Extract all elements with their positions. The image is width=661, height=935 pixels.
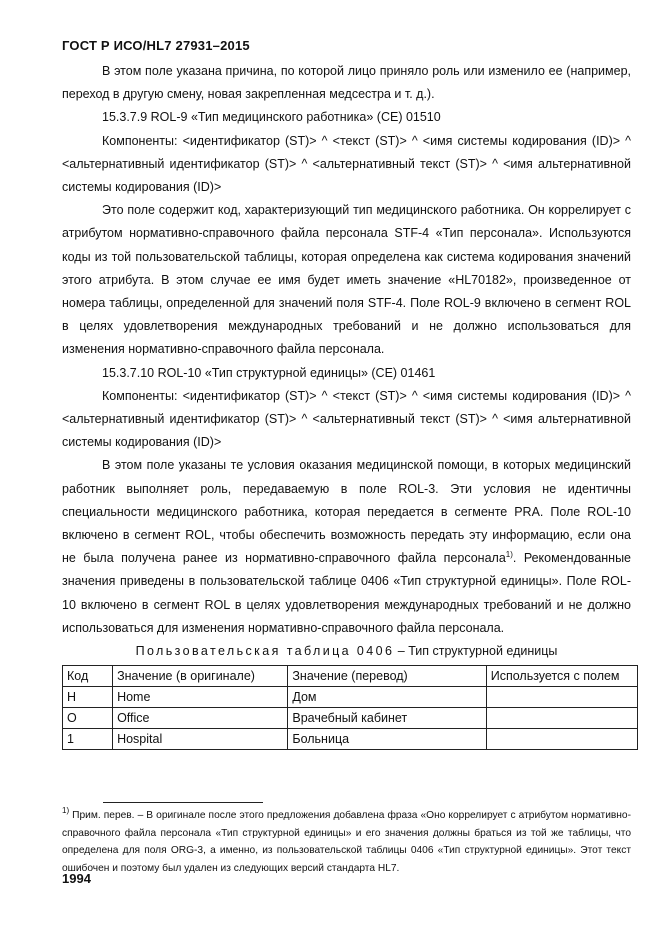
- cell-original-value: Hospital: [113, 729, 288, 750]
- user-table-0406: [62, 665, 638, 750]
- cell-used-with-field: [486, 729, 637, 750]
- cell-translated-value: Врачебный кабинет: [288, 708, 486, 729]
- column-header-original-value: Значение (в оригинале): [113, 666, 288, 687]
- paragraph-components-rol-10: Компоненты: <идентификатор (ST)> ^ <текст (ST)> ^ <имя системы кодирования (ID)> ^ <альтернативный идентификатор (ST)> ^ <альтернативный текст (ST)> ^ <имя альтернативной системы кодирования (ID)>: [62, 388, 631, 450]
- standard-header: ГОСТ Р ИСО/HL7 27931–2015: [62, 38, 250, 53]
- column-header-translated-value: Значение (перевод): [288, 666, 486, 687]
- cell-code: O: [63, 708, 113, 729]
- cell-original-value: Home: [113, 687, 288, 708]
- table-row: [63, 687, 638, 708]
- paragraph-reason: В этом поле указана причина, по которой лицо приняло роль или изменило ее (например, переход в другую смену, новая закрепленная медсестра и т. д.).: [62, 64, 631, 102]
- paragraph-rol-9-description: Это поле содержит код, характеризующий тип медицинского работника. Он коррелирует с атрибутом нормативно-справочного файла персонала STF-4 «Тип персонала». Используются коды из той пользовательской таблицы, которая определена как система кодирования значений этого атрибута. В этом случае ее имя будет иметь значение «HL70182», произведенное от номера таблицы, определенной для значений поля STF-4. Поле ROL-9 включено в сегмент ROL в целях удовлетворения международных требований и не должно использоваться для изменения нормативно-справочного файла персонала.: [62, 203, 631, 357]
- main-content: [62, 60, 631, 750]
- cell-used-with-field: [486, 708, 637, 729]
- footnote: [62, 807, 631, 877]
- page-number: 1994: [62, 871, 91, 886]
- footnote-separator: [103, 802, 263, 803]
- table-header-row: [63, 666, 638, 687]
- column-header-code: Код: [63, 666, 113, 687]
- cell-translated-value: Дом: [288, 687, 486, 708]
- table-row: [63, 729, 638, 750]
- footnote-marker: 1): [62, 806, 70, 815]
- cell-code: 1: [63, 729, 113, 750]
- paragraph-components-rol-9: Компоненты: <идентификатор (ST)> ^ <текст (ST)> ^ <имя системы кодирования (ID)> ^ <альтернативный идентификатор (ST)> ^ <альтернативный текст (ST)> ^ <имя альтернативной системы кодирования (ID)>: [62, 133, 631, 195]
- cell-used-with-field: [486, 687, 637, 708]
- section-heading-rol-10: 15.3.7.10 ROL-10 «Тип структурной единицы» (CE) 01461: [102, 365, 436, 380]
- cell-original-value: Office: [113, 708, 288, 729]
- table-row: [63, 708, 638, 729]
- table-caption: [62, 640, 631, 663]
- column-header-used-with-field: Используется с полем: [486, 666, 637, 687]
- cell-code: H: [63, 687, 113, 708]
- table-caption-label: Пользовательская таблица 0406: [135, 644, 395, 659]
- paragraph-rol-10-text-a: В этом поле указаны те условия оказания медицинской помощи, в которых медицинский работник выполняет роль, передаваемую в поле ROL-3. Эти условия не идентичны специальности медицинского работника, которая передается в сегменте PRA. Поле ROL-10 включено в сегмент ROL, чтобы обеспечить возможность передать эту информацию, если она не была получена ранее из нормативно-справочного файла персонала: [62, 458, 631, 566]
- footnote-reference: 1): [505, 550, 513, 560]
- paragraph-rol-10-description: [62, 454, 631, 640]
- section-heading-rol-9: 15.3.7.9 ROL-9 «Тип медицинского работника» (CE) 01510: [102, 110, 441, 125]
- paragraph-rol-10-text-b: . Рекомендованные значения приведены в пользовательской таблице 0406 «Тип структурной единицы». Поле ROL-10 включено в сегмент ROL в целях удовлетворения международных требований и не должно использоваться для изменения нормативно-справочного файла персонала.: [62, 551, 632, 635]
- footnote-text: Прим. перев. – В оригинале после этого предложения добавлена фраза «Оно коррелирует с атрибутом нормативно-справочного файла персонала «Тип структурной единицы» и его значения должны браться из той же таблицы, что определена для поля ORG-3, а именно, из пользовательской таблицы 0406 «Тип структурной единицы». Этот текст ошибочен и поэтому был удален из следующих версий стандарта HL7.: [62, 810, 631, 874]
- table-caption-name: – Тип структурной единицы: [394, 644, 558, 659]
- cell-translated-value: Больница: [288, 729, 486, 750]
